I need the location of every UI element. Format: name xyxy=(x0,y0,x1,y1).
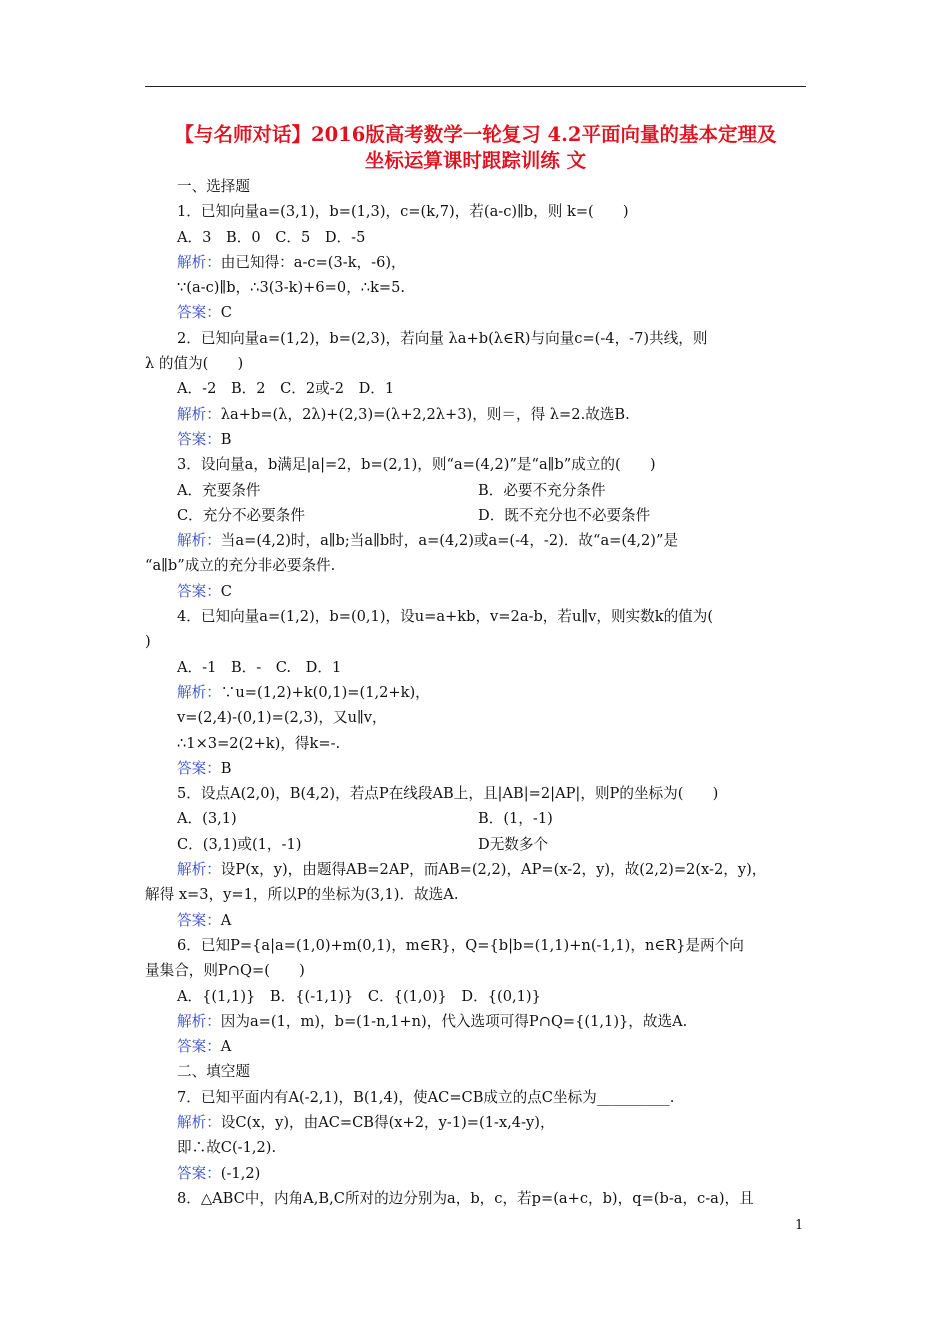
option-a: A．充要条件 xyxy=(177,481,261,499)
document-body xyxy=(145,174,806,1211)
analysis-text: 设P(x，y)，由题得AB=2AP，而AB=(2,2)，AP=(x-2，y)，故(2,2)=2(x-2，y)， xyxy=(220,861,767,879)
answer-line xyxy=(145,300,806,325)
question-4: 4．已知向量a=(1,2)，b=(0,1)，设u=a+kb，v=2a-b，若u∥v，则实数k的值为( xyxy=(177,608,714,626)
answer-line xyxy=(145,1161,806,1186)
question-8: 8．△ABC中，内角A,B,C所对的边分别为a，b，c，若p=(a+c，b)，q=(b-a，c-a)，且 xyxy=(177,1189,754,1207)
option-d: D无数多个 xyxy=(478,835,549,853)
analysis-label: 解析： xyxy=(177,1012,221,1030)
title-line-2: 坐标运算课时跟踪训练 文 xyxy=(364,149,587,172)
analysis-label: 解析： xyxy=(177,253,221,271)
analysis-line: 即∴故C(-1,2). xyxy=(177,1139,277,1157)
analysis-line xyxy=(145,402,806,427)
answer-line xyxy=(145,908,806,933)
analysis-text: ∵u=(1,2)+k(0,1)=(1,2+k)， xyxy=(220,683,430,701)
section-heading: 一、选择题 xyxy=(177,178,250,195)
option-b: B．必要不充分条件 xyxy=(478,481,606,499)
question-3: 3．设向量a，b满足|a|=2，b=(2,1)，则“a=(4,2)”是“a∥b”成立的( ) xyxy=(177,456,656,474)
analysis-text: 设C(x，y)，由AC=CB得(x+2，y-1)=(1-x,4-y)， xyxy=(220,1113,555,1131)
answer-label: 答案： xyxy=(177,911,221,929)
header-rule xyxy=(145,86,806,87)
option-d: D．既不充分也不必要条件 xyxy=(478,506,651,524)
question-2: 2．已知向量a=(1,2)，b=(2,3)，若向量 λa+b(λ∈R)与向量c=(-4，-7)共线，则 xyxy=(177,329,708,347)
answer-line xyxy=(145,427,806,452)
analysis-text: 由已知得：a-c=(3-k，-6)， xyxy=(220,253,406,271)
answer-label: 答案： xyxy=(177,1038,221,1056)
title-line-1: 【与名师对话】2016版高考数学一轮复习 4.2平面向量的基本定理及 xyxy=(174,123,777,146)
analysis-label: 解析： xyxy=(177,532,221,550)
options-3-row-2 xyxy=(145,503,806,528)
analysis-label: 解析： xyxy=(177,1113,221,1131)
analysis-line xyxy=(145,1009,806,1034)
options-5-row-2 xyxy=(145,832,806,857)
option-c: C．(3,1)或(1，-1) xyxy=(177,835,302,853)
option-b: B．(1，-1) xyxy=(478,810,553,828)
option-c: C．充分不必要条件 xyxy=(177,506,305,524)
answer-text: C xyxy=(220,582,232,600)
question-5: 5．设点A(2,0)，B(4,2)，若点P在线段AB上，且|AB|=2|AP|，则P的坐标为( ) xyxy=(177,785,719,803)
analysis-line: v=(2,4)-(0,1)=(2,3)，又u∥v， xyxy=(177,709,387,727)
answer-text: C xyxy=(220,304,232,322)
options-5-row-1 xyxy=(145,806,806,831)
answer-text: B xyxy=(220,759,232,777)
options-2: A．-2 B．2 C．2或-2 D．1 xyxy=(177,380,395,398)
analysis-label: 解析： xyxy=(177,405,221,423)
analysis-label: 解析： xyxy=(177,683,221,701)
question-1: 1．已知向量a=(3,1)，b=(1,3)，c=(k,7)，若(a-c)∥b，则 k=( ) xyxy=(177,203,629,221)
options-3-row-1 xyxy=(145,478,806,503)
options-1: A．3 B．0 C．5 D．-5 xyxy=(177,228,366,246)
analysis-text: 当a=(4,2)时，a∥b;当a∥b时，a=(4,2)或a=(-4，-2)．故“a=(4,2)”是 xyxy=(220,532,679,550)
answer-line xyxy=(145,756,806,781)
analysis-line: ∴1×3=2(2+k)，得k=-. xyxy=(177,734,341,752)
answer-line xyxy=(145,579,806,604)
answer-text: A xyxy=(220,1038,232,1056)
question-2-cont: λ 的值为( ) xyxy=(145,355,244,373)
answer-label: 答案： xyxy=(177,759,221,777)
answer-label: 答案： xyxy=(177,582,221,600)
answer-text: A xyxy=(220,911,232,929)
analysis-cont: “a∥b”成立的充分非必要条件. xyxy=(145,557,336,575)
analysis-line xyxy=(145,1110,806,1135)
analysis-line: ∵(a-c)∥b，∴3(3-k)+6=0，∴k=5. xyxy=(177,279,406,297)
analysis-line xyxy=(145,250,806,275)
question-7: 7．已知平面内有A(-2,1)，B(1,4)，使AC=CB成立的点C坐标为__________. xyxy=(177,1088,675,1106)
answer-text: (-1,2) xyxy=(220,1164,261,1182)
option-a: A．(3,1) xyxy=(177,810,237,828)
answer-label: 答案： xyxy=(177,1164,221,1182)
analysis-label: 解析： xyxy=(177,861,221,879)
question-4-cont: ) xyxy=(145,633,151,651)
answer-label: 答案： xyxy=(177,430,221,448)
answer-line xyxy=(145,1034,806,1059)
analysis-text: λa+b=(λ，2λ)+(2,3)=(λ+2,2λ+3)，则＝，得 λ=2.故选B. xyxy=(220,405,630,423)
page-number: 1 xyxy=(795,1218,804,1233)
answer-text: B xyxy=(220,430,232,448)
options-6: A．{(1,1)} B．{(-1,1)} C．{(1,0)} D．{(0,1)} xyxy=(177,987,541,1005)
analysis-line xyxy=(145,528,806,553)
analysis-line xyxy=(145,680,806,705)
options-4: A．-1 B．- C. D．1 xyxy=(177,658,342,676)
question-6-cont: 量集合，则P∩Q=( ) xyxy=(145,962,305,980)
analysis-cont: 解得 x=3，y=1，所以P的坐标为(3,1)．故选A. xyxy=(145,886,459,904)
analysis-text: 因为a=(1，m)，b=(1-n,1+n)，代入选项可得P∩Q={(1,1)}，故选A. xyxy=(220,1012,688,1030)
document-title xyxy=(145,122,806,174)
answer-label: 答案： xyxy=(177,304,221,322)
question-6: 6．已知P={a|a=(1,0)+m(0,1)，m∈R}，Q={b|b=(1,1)+n(-1,1)，n∈R}是两个向 xyxy=(177,936,744,954)
section-heading: 二、填空题 xyxy=(177,1063,250,1081)
analysis-line xyxy=(145,857,806,882)
